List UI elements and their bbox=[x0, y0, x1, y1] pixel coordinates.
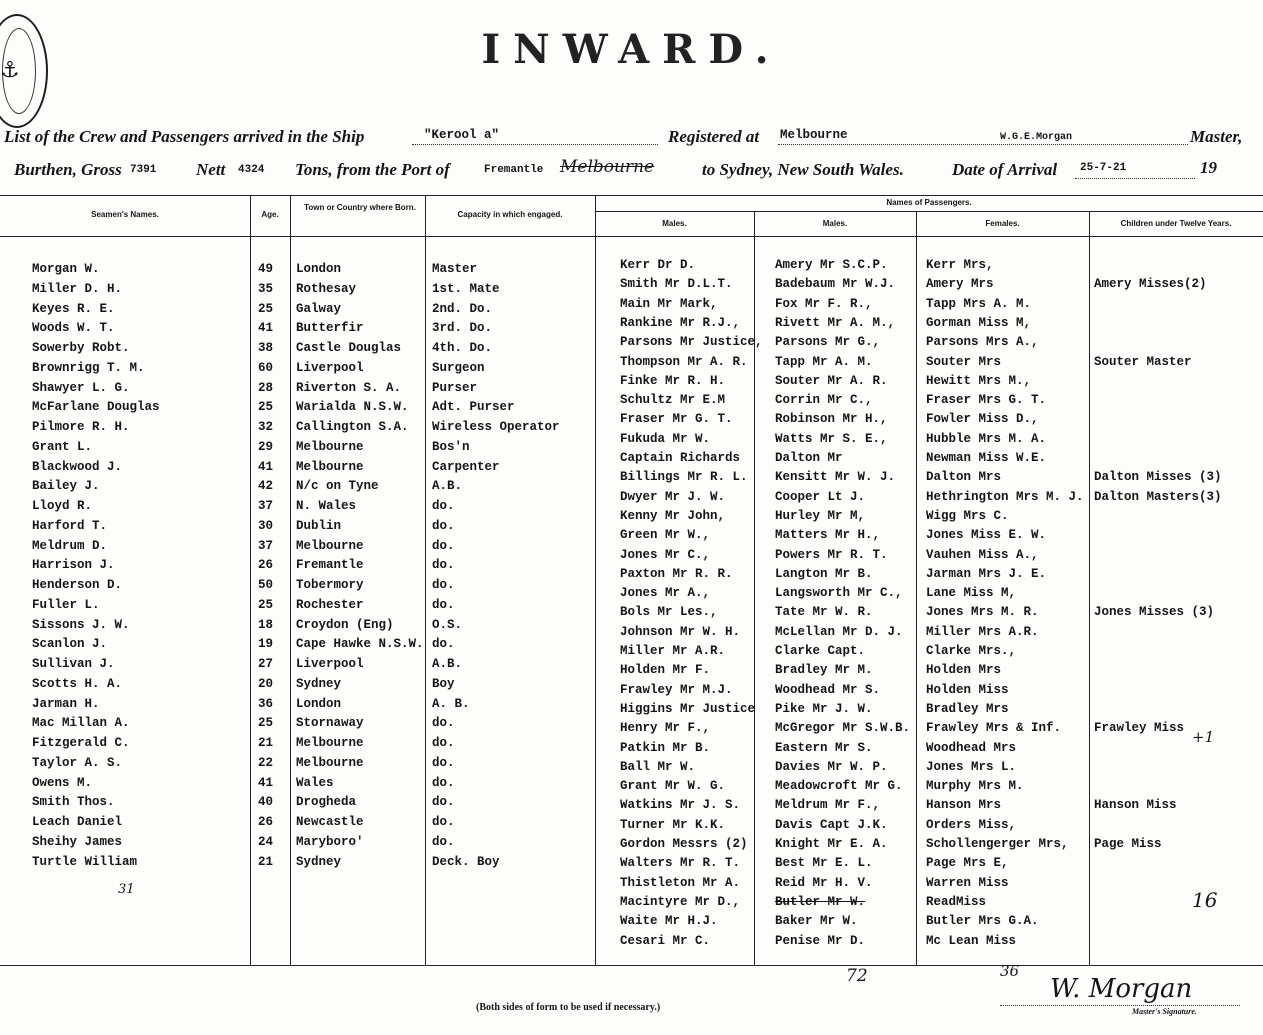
crew-name: Smith Thos. bbox=[32, 795, 115, 810]
crew-capacity: do. bbox=[432, 597, 455, 612]
crew-name: Sullivan J. bbox=[32, 657, 115, 671]
crew-capacity: A.B. bbox=[432, 479, 463, 494]
signature-label: Master's Signature. bbox=[1132, 1007, 1197, 1016]
crew-age: 25 bbox=[258, 301, 274, 316]
col-seaman-names: Seamen's Names. bbox=[91, 210, 159, 219]
male-passenger: Meldrum Mr F., bbox=[775, 798, 881, 813]
from-port: Fremantle bbox=[484, 164, 544, 176]
crew-birthplace: Stornaway bbox=[296, 716, 364, 731]
crew-age: 25 bbox=[258, 400, 274, 415]
crew-name: Bailey J. bbox=[32, 479, 100, 494]
female-passenger: Kerr Mrs, bbox=[926, 258, 994, 272]
male-passenger: Clarke Capt. bbox=[775, 644, 866, 658]
anchor-icon: ⚓ bbox=[0, 58, 20, 83]
list-of-label: List of the Crew and Passengers arrived in the Ship bbox=[4, 127, 365, 146]
female-passenger: Wigg Mrs C. bbox=[926, 508, 1009, 523]
male-passenger: Best Mr E. L. bbox=[775, 856, 873, 871]
crew-capacity: Surgeon bbox=[432, 360, 485, 375]
crew-birthplace: Dublin bbox=[296, 518, 342, 533]
col-born: Town or Country where Born. bbox=[304, 203, 416, 212]
male-passenger: Hurley Mr M, bbox=[775, 508, 866, 523]
crew-birthplace: Liverpool bbox=[296, 360, 364, 375]
male-passenger: Frawley Mr M.J. bbox=[620, 682, 733, 697]
crew-name: Taylor A. S. bbox=[32, 755, 123, 770]
port-handwritten: Melbourne bbox=[560, 157, 655, 177]
crew-capacity: Carpenter bbox=[432, 459, 500, 474]
crew-age: 41 bbox=[258, 775, 274, 790]
male-passenger: Turner Mr K.K. bbox=[620, 817, 726, 832]
crew-birthplace: Liverpool bbox=[296, 657, 364, 671]
male-passenger: Powers Mr R. T. bbox=[775, 547, 888, 562]
male-passenger: Watts Mr S. E., bbox=[775, 431, 888, 446]
female-passenger: Lane Miss M, bbox=[926, 586, 1017, 601]
male-passenger: Captain Richards bbox=[620, 451, 741, 465]
female-passenger: Amery Mrs bbox=[926, 277, 994, 292]
male-passenger: Langton Mr B. bbox=[775, 566, 873, 581]
crew-name: Fitzgerald C. bbox=[32, 736, 130, 750]
crew-capacity: do. bbox=[432, 795, 455, 810]
crew-name: Keyes R. E. bbox=[32, 301, 115, 316]
crew-name: Woods W. T. bbox=[32, 321, 115, 336]
female-passenger: ReadMiss bbox=[926, 894, 987, 909]
crew-birthplace: Warialda N.S.W. bbox=[296, 400, 409, 415]
male-passenger: Holden Mr F. bbox=[620, 663, 711, 678]
female-passenger: Hethrington Mrs M. J. bbox=[926, 489, 1084, 504]
male-passenger: McLellan Mr D. J. bbox=[775, 624, 903, 639]
female-passenger: Newman Miss W.E. bbox=[926, 451, 1047, 465]
crew-name: Grant L. bbox=[32, 439, 93, 454]
crew-age: 40 bbox=[258, 795, 274, 810]
crew-birthplace: N/c on Tyne bbox=[296, 479, 379, 494]
crew-age: 35 bbox=[258, 281, 274, 296]
crew-birthplace: Melbourne bbox=[296, 439, 364, 454]
crew-birthplace: Sydney bbox=[296, 854, 342, 869]
male-passenger: Rivett Mr A. M., bbox=[775, 315, 896, 330]
male-passenger: Cooper Lt J. bbox=[775, 489, 866, 504]
male-passenger: Meadowcroft Mr G. bbox=[775, 779, 903, 794]
crew-name: Sissons J. W. bbox=[32, 617, 130, 632]
male-passenger: Green Mr W., bbox=[620, 528, 711, 543]
female-passenger: Hanson Mrs bbox=[926, 798, 1002, 813]
arrival-label: Date of Arrival bbox=[952, 160, 1058, 179]
crew-birthplace: Melbourne bbox=[296, 459, 364, 474]
crew-name: Pilmore R. H. bbox=[32, 420, 130, 434]
child-passenger: Frawley Miss bbox=[1094, 721, 1185, 736]
male-passenger: Thistleton Mr A. bbox=[620, 875, 741, 890]
registered-label: Registered at bbox=[668, 127, 760, 146]
crew-name: Meldrum D. bbox=[32, 538, 108, 553]
male-passenger: Henry Mr F., bbox=[620, 721, 711, 736]
children-tally: 16 bbox=[1192, 888, 1218, 912]
crew-birthplace: Wales bbox=[296, 775, 334, 790]
crew-age: 36 bbox=[258, 696, 274, 711]
female-passenger: Woodhead Mrs bbox=[926, 740, 1017, 755]
col-passengers: Names of Passengers. bbox=[886, 198, 972, 207]
crew-birthplace: Sydney bbox=[296, 676, 342, 691]
crew-age: 20 bbox=[258, 676, 274, 691]
crew-birthplace: Cape Hawke N.S.W. bbox=[296, 637, 424, 652]
female-passenger: Page Mrs E, bbox=[926, 856, 1009, 871]
crew-age: 21 bbox=[258, 854, 274, 869]
female-passenger: Parsons Mrs A., bbox=[926, 335, 1039, 350]
crew-age: 30 bbox=[258, 518, 274, 533]
crew-birthplace: London bbox=[296, 262, 342, 276]
crew-age: 18 bbox=[258, 617, 274, 632]
male-passenger: Corrin Mr C., bbox=[775, 393, 873, 408]
male-passenger: Finke Mr R. H. bbox=[620, 373, 726, 388]
crew-age: 26 bbox=[258, 558, 274, 573]
female-passenger: Frawley Mrs & Inf. bbox=[926, 721, 1062, 736]
male-passenger: Main Mr Mark, bbox=[620, 296, 718, 311]
male-passenger: Davies Mr W. P. bbox=[775, 759, 888, 774]
crew-name: McFarlane Douglas bbox=[32, 400, 160, 415]
female-passenger: Clarke Mrs., bbox=[926, 644, 1017, 658]
crew-birthplace: Tobermory bbox=[296, 578, 364, 592]
child-passenger: Jones Misses (3) bbox=[1094, 605, 1215, 620]
crew-age: 60 bbox=[258, 360, 274, 375]
male-passenger: Tapp Mr A. M. bbox=[775, 354, 873, 369]
male-passenger: Bols Mr Les., bbox=[620, 605, 718, 620]
footer-note: (Both sides of form to be used if necessary.) bbox=[476, 1002, 661, 1013]
child-passenger: Dalton Masters(3) bbox=[1094, 489, 1222, 504]
female-passenger: Souter Mrs bbox=[926, 354, 1002, 369]
crew-age: 22 bbox=[258, 755, 274, 770]
male-passenger: Bradley Mr M. bbox=[775, 663, 873, 678]
crew-name: Brownrigg T. M. bbox=[32, 360, 145, 375]
child-passenger: Amery Misses(2) bbox=[1094, 277, 1207, 292]
col-males-b: Males. bbox=[822, 219, 848, 228]
master-label: Master, bbox=[1190, 127, 1243, 146]
crew-birthplace: Croydon (Eng) bbox=[296, 617, 394, 632]
male-passenger: Fox Mr F. R., bbox=[775, 296, 873, 311]
crew-age: 21 bbox=[258, 736, 274, 750]
male-passenger: Smith Mr D.L.T. bbox=[620, 277, 733, 292]
male-passenger: Tate Mr W. R. bbox=[775, 605, 873, 620]
male-passenger: Reid Mr H. V. bbox=[775, 875, 873, 890]
crew-name: Harrison J. bbox=[32, 558, 115, 573]
male-passenger: Langsworth Mr C., bbox=[775, 586, 903, 601]
male-passenger: Davis Capt J.K. bbox=[775, 817, 888, 832]
crew-birthplace: N. Wales bbox=[296, 499, 357, 513]
crew-age: 25 bbox=[258, 716, 274, 731]
male-passenger: Thompson Mr A. R. bbox=[620, 354, 748, 369]
male-passenger: Butler Mr W. bbox=[775, 894, 866, 909]
male-passenger: Jones Mr A., bbox=[620, 586, 711, 601]
crew-capacity: Bos'n bbox=[432, 439, 470, 454]
year-suffix: 19 bbox=[1200, 158, 1217, 177]
col-females: Females. bbox=[985, 219, 1020, 228]
crew-name: Henderson D. bbox=[32, 578, 123, 592]
crew-capacity: do. bbox=[432, 499, 455, 513]
crew-capacity: do. bbox=[432, 558, 455, 573]
male-passenger: Badebaum Mr W.J. bbox=[775, 277, 896, 292]
crew-birthplace: Fremantle bbox=[296, 558, 364, 573]
crew-capacity: do. bbox=[432, 716, 455, 731]
crew-age: 49 bbox=[258, 262, 274, 276]
crew-age: 42 bbox=[258, 479, 274, 494]
crew-birthplace: Rochester bbox=[296, 597, 364, 612]
male-passenger: Knight Mr E. A. bbox=[775, 837, 888, 851]
male-passenger: Ball Mr W. bbox=[620, 759, 696, 774]
child-passenger: Page Miss bbox=[1094, 837, 1162, 851]
tons-from-label: Tons, from the Port of bbox=[295, 160, 450, 179]
female-passenger: Fowler Miss D., bbox=[926, 412, 1039, 427]
crew-capacity: do. bbox=[432, 834, 455, 849]
male-passenger: Kensitt Mr W. J. bbox=[775, 470, 896, 485]
crew-age: 41 bbox=[258, 321, 274, 336]
crew-birthplace: Butterfir bbox=[296, 321, 364, 336]
crew-name: Scotts H. A. bbox=[32, 676, 123, 691]
crew-birthplace: Drogheda bbox=[296, 795, 357, 810]
crew-capacity: do. bbox=[432, 736, 455, 750]
registered-port: Melbourne bbox=[780, 128, 848, 142]
nett-tons: 4324 bbox=[238, 164, 265, 176]
crew-capacity: 1st. Mate bbox=[432, 281, 500, 296]
destination-label: to Sydney, New South Wales. bbox=[702, 160, 904, 179]
ship-name: "Kerool a" bbox=[424, 128, 500, 142]
crew-age: 27 bbox=[258, 657, 274, 671]
col-capacity: Capacity in which engaged. bbox=[457, 210, 563, 219]
crew-age: 32 bbox=[258, 420, 274, 434]
crew-age: 26 bbox=[258, 815, 274, 829]
crew-capacity: do. bbox=[432, 815, 455, 829]
male-passenger: Watkins Mr J. S. bbox=[620, 798, 741, 813]
male-passenger: Macintyre Mr D., bbox=[620, 894, 741, 909]
crew-birthplace: Rothesay bbox=[296, 281, 357, 296]
crew-capacity: Master bbox=[432, 262, 478, 276]
col-age: Age. bbox=[261, 210, 279, 219]
crew-name: Turtle William bbox=[32, 854, 138, 869]
crew-birthplace: Castle Douglas bbox=[296, 341, 402, 355]
male-passenger: Schultz Mr E.M bbox=[620, 393, 726, 408]
crew-name: Jarman H. bbox=[32, 696, 100, 711]
crew-capacity: 2nd. Do. bbox=[432, 301, 493, 316]
female-passenger: Holden Miss bbox=[926, 682, 1009, 697]
crew-age: 37 bbox=[258, 538, 274, 553]
gross-tons: 7391 bbox=[130, 164, 157, 176]
male-passenger: Fukuda Mr W. bbox=[620, 431, 711, 446]
female-passenger: Fraser Mrs G. T. bbox=[926, 393, 1047, 408]
crew-birthplace: Melbourne bbox=[296, 755, 364, 770]
crew-capacity: Deck. Boy bbox=[432, 854, 500, 869]
female-passenger: Gorman Miss M, bbox=[926, 315, 1032, 330]
crew-birthplace: Riverton S. A. bbox=[296, 380, 402, 395]
female-passenger: Warren Miss bbox=[926, 875, 1009, 890]
female-passenger: Orders Miss, bbox=[926, 817, 1017, 832]
crew-name: Harford T. bbox=[32, 518, 108, 533]
male-passenger: Jones Mr C., bbox=[620, 547, 711, 562]
crew-name: Blackwood J. bbox=[32, 459, 123, 474]
male-passenger: Robinson Mr H., bbox=[775, 412, 888, 427]
crew-capacity: do. bbox=[432, 755, 455, 770]
crew-name: Shawyer L. G. bbox=[32, 380, 130, 395]
crew-capacity: do. bbox=[432, 637, 455, 652]
male-passenger: Grant Mr W. G. bbox=[620, 779, 726, 794]
child-passenger: Souter Master bbox=[1094, 354, 1192, 369]
female-passenger: Hewitt Mrs M., bbox=[926, 373, 1032, 388]
female-passenger: Vauhen Miss A., bbox=[926, 547, 1039, 562]
female-passenger: Schollengerger Mrs, bbox=[926, 837, 1069, 851]
page-title: INWARD. bbox=[481, 26, 782, 73]
female-passenger: Hubble Mrs M. A. bbox=[926, 431, 1047, 446]
crew-age: 50 bbox=[258, 578, 274, 592]
crew-birthplace: London bbox=[296, 696, 342, 711]
male-passenger: Parsons Mr G., bbox=[775, 335, 881, 350]
crew-birthplace: Maryboro' bbox=[296, 834, 364, 849]
male-passenger: Walters Mr R. T. bbox=[620, 856, 741, 871]
crew-name: Lloyd R. bbox=[32, 499, 93, 513]
crew-age: 28 bbox=[258, 380, 274, 395]
child-passenger: Dalton Misses (3) bbox=[1094, 470, 1222, 485]
male-passenger: Penise Mr D. bbox=[775, 933, 866, 948]
crew-age: 37 bbox=[258, 499, 274, 513]
crew-capacity: do. bbox=[432, 538, 455, 553]
col-children: Children under Twelve Years. bbox=[1120, 219, 1232, 228]
male-passenger: Kerr Dr D. bbox=[620, 258, 696, 272]
crew-capacity: Purser bbox=[432, 380, 478, 395]
female-passenger: Dalton Mrs bbox=[926, 470, 1002, 485]
crew-capacity: do. bbox=[432, 578, 455, 592]
crew-birthplace: Callington S.A. bbox=[296, 420, 409, 434]
male-passenger: Souter Mr A. R. bbox=[775, 373, 888, 388]
crew-name: Scanlon J. bbox=[32, 637, 108, 652]
crew-name: Leach Daniel bbox=[32, 815, 123, 829]
crew-capacity: 3rd. Do. bbox=[432, 321, 493, 336]
female-passenger: Jones Miss E. W. bbox=[926, 528, 1047, 543]
crew-age: 25 bbox=[258, 597, 274, 612]
crew-capacity: do. bbox=[432, 518, 455, 533]
crew-age: 38 bbox=[258, 341, 274, 355]
male-passenger: Miller Mr A.R. bbox=[620, 644, 726, 658]
burthen-label: Burthen, Gross bbox=[14, 160, 122, 179]
females-tally: 36 bbox=[1000, 962, 1020, 980]
nett-label: Nett bbox=[196, 160, 226, 179]
crew-name: Miller D. H. bbox=[32, 281, 123, 296]
crew-capacity: 4th. Do. bbox=[432, 341, 493, 355]
crew-age: 24 bbox=[258, 834, 274, 849]
crew-name: Morgan W. bbox=[32, 262, 100, 276]
female-passenger: Jarman Mrs J. E. bbox=[926, 566, 1047, 581]
crew-name: Mac Millan A. bbox=[32, 716, 130, 731]
frawley-mark: +1 bbox=[1192, 728, 1215, 746]
male-passenger: Cesari Mr C. bbox=[620, 933, 711, 948]
male-passenger: Gordon Messrs (2) bbox=[620, 837, 748, 851]
male-passenger: Baker Mr W. bbox=[775, 914, 858, 929]
males-tally: 72 bbox=[846, 966, 868, 986]
crew-birthplace: Melbourne bbox=[296, 538, 364, 553]
crew-birthplace: Melbourne bbox=[296, 736, 364, 750]
crew-birthplace: Newcastle bbox=[296, 815, 364, 829]
female-passenger: Jones Mrs M. R. bbox=[926, 605, 1039, 620]
male-passenger: Kenny Mr John, bbox=[620, 508, 726, 523]
male-passenger: Billings Mr R. L. bbox=[620, 470, 748, 485]
crew-name: Sheihy James bbox=[32, 834, 123, 849]
male-passenger: McGregor Mr S.W.B. bbox=[775, 721, 911, 736]
male-passenger: Eastern Mr S. bbox=[775, 740, 873, 755]
col-males-a: Males. bbox=[662, 219, 687, 228]
female-passenger: Tapp Mrs A. M. bbox=[926, 296, 1032, 311]
master-name: W.G.E.Morgan bbox=[1000, 132, 1073, 143]
female-passenger: Murphy Mrs M. bbox=[926, 779, 1024, 794]
male-passenger: Pike Mr J. W. bbox=[775, 701, 873, 716]
male-passenger: Matters Mr H., bbox=[775, 528, 881, 543]
male-passenger: Patkin Mr B. bbox=[620, 740, 711, 755]
crew-age: 41 bbox=[258, 459, 274, 474]
crew-capacity: O.S. bbox=[432, 617, 463, 632]
crew-birthplace: Galway bbox=[296, 301, 342, 316]
crew-capacity: A.B. bbox=[432, 657, 463, 671]
crew-age: 19 bbox=[258, 637, 274, 652]
female-passenger: Miller Mrs A.R. bbox=[926, 624, 1039, 639]
female-passenger: Bradley Mrs bbox=[926, 701, 1009, 716]
crew-capacity: do. bbox=[432, 775, 455, 790]
male-passenger: Dwyer Mr J. W. bbox=[620, 489, 726, 504]
female-passenger: Jones Mrs L. bbox=[926, 759, 1017, 774]
master-signature: W. Morgan bbox=[1050, 974, 1193, 1004]
crew-capacity: Adt. Purser bbox=[432, 400, 515, 415]
male-passenger: Waite Mr H.J. bbox=[620, 914, 718, 929]
male-passenger: Johnson Mr W. H. bbox=[620, 624, 741, 639]
male-passenger: Fraser Mr G. T. bbox=[620, 412, 733, 427]
crew-name: Owens M. bbox=[32, 775, 93, 790]
male-passenger: Paxton Mr R. R. bbox=[620, 566, 733, 581]
crew-name: Fuller L. bbox=[32, 597, 100, 612]
crew-count: 31 bbox=[118, 882, 135, 897]
crew-capacity: Wireless Operator bbox=[432, 420, 560, 434]
male-passenger: Dalton Mr bbox=[775, 451, 843, 465]
arrival-date: 25-7-21 bbox=[1080, 162, 1127, 174]
child-passenger: Hanson Miss bbox=[1094, 798, 1177, 813]
male-passenger: Parsons Mr Justice, bbox=[620, 335, 763, 350]
crew-age: 29 bbox=[258, 439, 274, 454]
male-passenger: Rankine Mr R.J., bbox=[620, 315, 741, 330]
crew-capacity: A. B. bbox=[432, 696, 470, 711]
crew-name: Sowerby Robt. bbox=[32, 341, 130, 355]
male-passenger: Woodhead Mr S. bbox=[775, 682, 881, 697]
male-passenger: Higgins Mr Justice bbox=[620, 701, 756, 716]
female-passenger: Holden Mrs bbox=[926, 663, 1002, 678]
male-passenger: Amery Mr S.C.P. bbox=[775, 258, 888, 272]
female-passenger: Mc Lean Miss bbox=[926, 933, 1017, 948]
crew-capacity: Boy bbox=[432, 676, 455, 691]
female-passenger: Butler Mrs G.A. bbox=[926, 914, 1039, 929]
